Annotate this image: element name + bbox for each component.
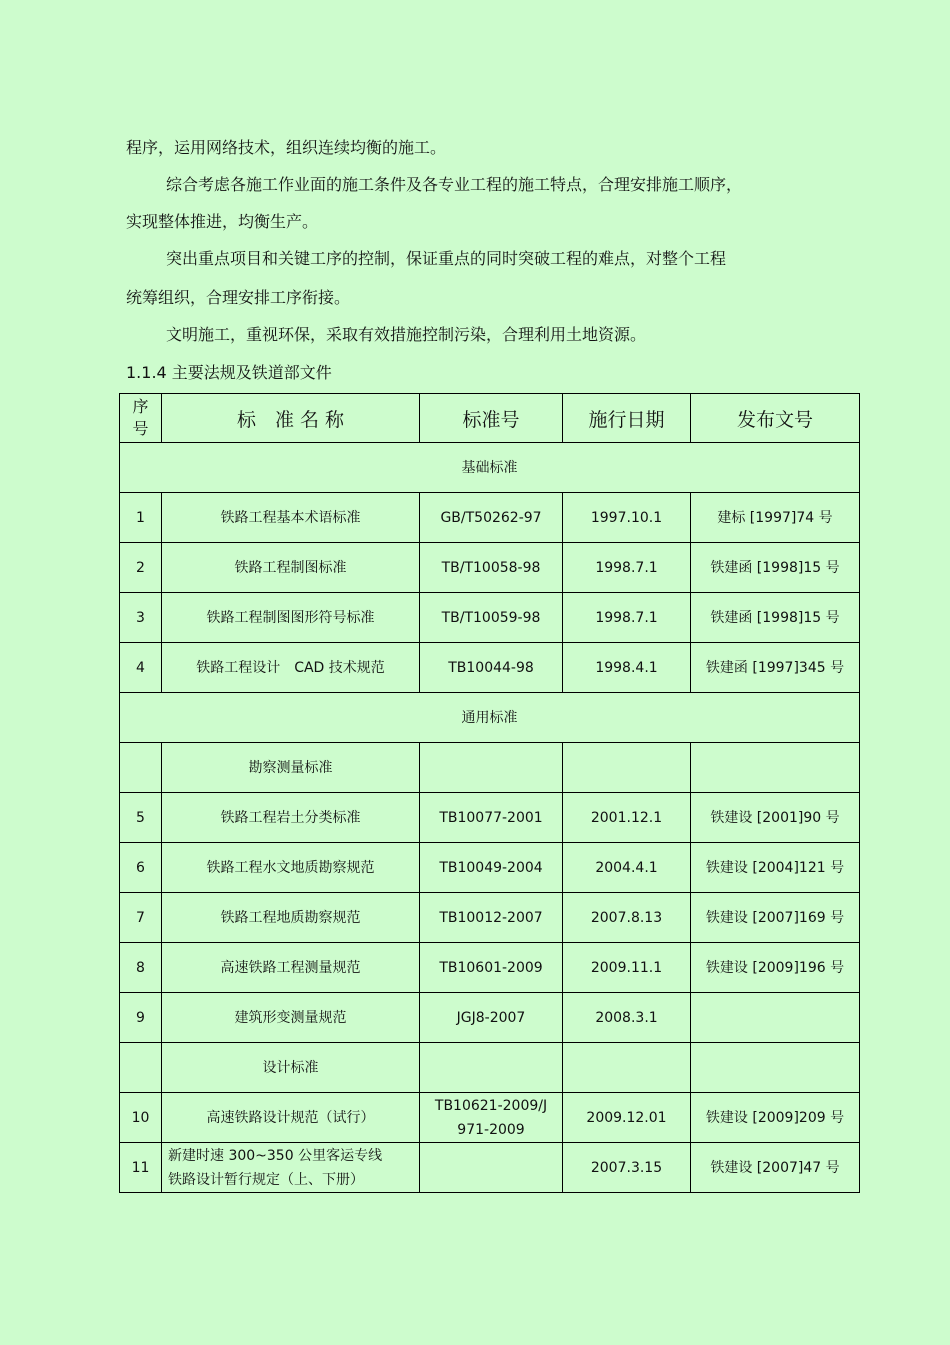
cell-date: 2009.12.01	[563, 1093, 691, 1143]
header-seq	[120, 394, 162, 443]
cell-code: TB10601-2009	[420, 943, 563, 993]
paragraph-line: 实现整体推进，均衡生产。	[126, 212, 319, 231]
cell-name: 铁路工程设计 CAD 技术规范	[162, 643, 420, 693]
cell-code: GB/T50262-97	[420, 493, 563, 543]
cell-date: 2004.4.1	[563, 843, 691, 893]
cell-code: TB10077-2001	[420, 793, 563, 843]
header-doc: 发布文号	[691, 394, 860, 443]
cell-code: TB/T10058-98	[420, 543, 563, 593]
cell-doc: 铁建设 [2007]169 号	[691, 893, 860, 943]
paragraph-line: 统筹组织，合理安排工序衔接。	[126, 288, 351, 307]
cell-doc: 铁建函 [1997]345 号	[691, 643, 860, 693]
cell-code	[420, 1143, 563, 1193]
cell-doc: 铁建设 [2009]196 号	[691, 943, 860, 993]
cell-no: 4	[120, 643, 162, 693]
paragraph-line: 综合考虑各施工作业面的施工条件及各专业工程的施工特点，合理安排施工顺序，	[166, 175, 743, 194]
cell-name: 建筑形变测量规范	[162, 993, 420, 1043]
table-row	[120, 993, 860, 1043]
section-basic: 基础标准	[120, 443, 860, 493]
cell-date: 1998.4.1	[563, 643, 691, 693]
cell-empty	[691, 743, 860, 793]
cell-no: 5	[120, 793, 162, 843]
cell-code: TB10049-2004	[420, 843, 563, 893]
cell-name: 高速铁路工程测量规范	[162, 943, 420, 993]
cell-no: 1	[120, 493, 162, 543]
section-general: 通用标准	[120, 693, 860, 743]
cell-empty	[120, 1043, 162, 1093]
cell-no: 11	[120, 1143, 162, 1193]
table-row	[120, 543, 860, 593]
header-code: 标准号	[420, 394, 563, 443]
section-row-general	[120, 693, 860, 743]
table-row	[120, 1143, 860, 1193]
cell-code-line1: TB10621-2009/J	[434, 1097, 548, 1114]
table-header-row	[120, 394, 860, 443]
standards-table	[119, 393, 860, 1193]
header-seq-line2: 号	[132, 419, 149, 438]
cell-name-line2: 铁路设计暂行规定（上、下册）	[168, 1171, 364, 1188]
paragraph-line: 突出重点项目和关键工序的控制，保证重点的同时突破工程的难点，对整个工程	[166, 249, 727, 268]
cell-name-line1: 新建时速 300~350 公里客运专线	[168, 1147, 383, 1164]
cell-doc: 铁建函 [1998]15 号	[691, 593, 860, 643]
cell-code-line2: 971-2009	[457, 1121, 525, 1138]
cell-empty	[420, 1043, 563, 1093]
table-row	[120, 1093, 860, 1143]
cell-name: 铁路工程基本术语标准	[162, 493, 420, 543]
cell-code: JGJ8-2007	[420, 993, 563, 1043]
table-row	[120, 943, 860, 993]
subsection-design: 设计标准	[162, 1043, 420, 1093]
cell-empty	[563, 743, 691, 793]
cell-no: 8	[120, 943, 162, 993]
cell-name: 铁路工程水文地质勘察规范	[162, 843, 420, 893]
header-date: 施行日期	[563, 394, 691, 443]
cell-name: 高速铁路设计规范（试行）	[162, 1093, 420, 1143]
cell-no: 9	[120, 993, 162, 1043]
cell-no: 10	[120, 1093, 162, 1143]
table-row	[120, 593, 860, 643]
cell-code: TB10012-2007	[420, 893, 563, 943]
header-name: 标 准 名 称	[162, 394, 420, 443]
cell-date: 2009.11.1	[563, 943, 691, 993]
subsection-survey: 勘察测量标准	[162, 743, 420, 793]
table-row	[120, 493, 860, 543]
cell-date: 1998.7.1	[563, 593, 691, 643]
cell-code: TB10044-98	[420, 643, 563, 693]
cell-empty	[691, 1043, 860, 1093]
section-heading: 1.1.4 主要法规及铁道部文件	[126, 363, 332, 382]
cell-doc: 铁建设 [2009]209 号	[691, 1093, 860, 1143]
cell-doc: 建标 [1997]74 号	[691, 493, 860, 543]
table-row	[120, 643, 860, 693]
section-row-basic	[120, 443, 860, 493]
cell-doc: 铁建设 [2004]121 号	[691, 843, 860, 893]
cell-no: 6	[120, 843, 162, 893]
header-seq-line1: 序	[132, 397, 149, 416]
paragraph-line: 文明施工，重视环保，采取有效措施控制污染，合理利用土地资源。	[166, 325, 647, 344]
cell-name: 铁路工程岩土分类标准	[162, 793, 420, 843]
cell-empty	[420, 743, 563, 793]
cell-code	[420, 1093, 563, 1143]
cell-no: 3	[120, 593, 162, 643]
cell-code: TB/T10059-98	[420, 593, 563, 643]
cell-empty	[120, 743, 162, 793]
cell-date: 1998.7.1	[563, 543, 691, 593]
table-row	[120, 793, 860, 843]
cell-doc: 铁建设 [2001]90 号	[691, 793, 860, 843]
cell-empty	[563, 1043, 691, 1093]
table-row	[120, 893, 860, 943]
cell-name: 铁路工程地质勘察规范	[162, 893, 420, 943]
cell-doc: 铁建设 [2007]47 号	[691, 1143, 860, 1193]
cell-no: 2	[120, 543, 162, 593]
cell-name: 铁路工程制图图形符号标准	[162, 593, 420, 643]
cell-date: 1997.10.1	[563, 493, 691, 543]
cell-doc: 铁建函 [1998]15 号	[691, 543, 860, 593]
subsection-row-survey	[120, 743, 860, 793]
cell-no: 7	[120, 893, 162, 943]
cell-date: 2001.12.1	[563, 793, 691, 843]
cell-date: 2008.3.1	[563, 993, 691, 1043]
table-row	[120, 843, 860, 893]
cell-name	[162, 1143, 420, 1193]
cell-doc	[691, 993, 860, 1043]
cell-name: 铁路工程制图标准	[162, 543, 420, 593]
cell-date: 2007.3.15	[563, 1143, 691, 1193]
subsection-row-design	[120, 1043, 860, 1093]
paragraph-continuation: 程序，运用网络技术，组织连续均衡的施工。	[126, 138, 447, 157]
cell-date: 2007.8.13	[563, 893, 691, 943]
